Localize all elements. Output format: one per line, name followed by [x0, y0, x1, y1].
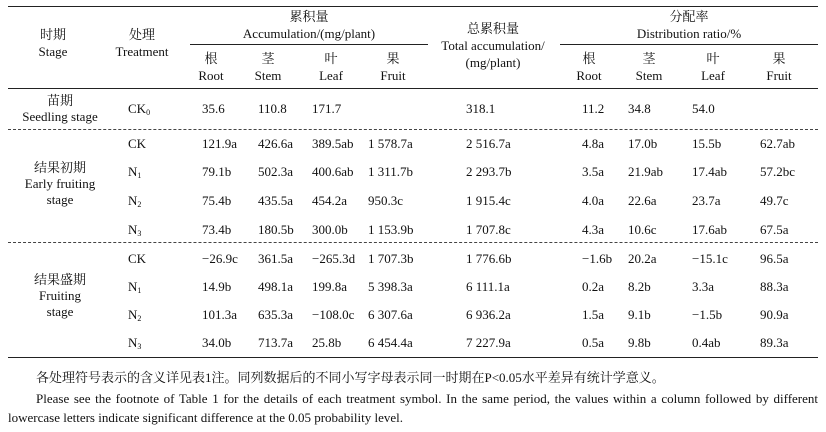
- total-cell: 318.1: [466, 101, 496, 116]
- accum-root-cell: 73.4b: [202, 222, 232, 237]
- total-cell: 1 915.4c: [466, 193, 511, 208]
- dist-root-en: Root: [576, 68, 602, 83]
- dist-subheader-rule: [560, 44, 818, 45]
- accum-root-header: [186, 50, 236, 84]
- accum-leaf-cell: 171.7: [312, 101, 342, 116]
- stage-header-zh: 时期: [39, 27, 66, 42]
- stage-group-label: [8, 272, 112, 320]
- dist-stem-cell: 9.1b: [628, 307, 651, 322]
- treatment-cell: $N_3$: [128, 222, 142, 238]
- dist-leaf-en: Leaf: [701, 68, 725, 83]
- dist-stem-cell: 10.6c: [628, 222, 657, 237]
- dist-fruit-en: Fruit: [766, 68, 792, 83]
- accum-root-zh: 根: [204, 51, 218, 66]
- dist-root-zh: 根: [582, 51, 596, 66]
- distribution-header-en: Distribution ratio/%: [636, 26, 742, 41]
- accum-stem-cell: 635.3a: [258, 307, 294, 322]
- dist-root-cell: 4.8a: [582, 136, 605, 151]
- total-cell: 2 293.7b: [466, 164, 512, 179]
- accum-root-cell: 14.9b: [202, 279, 232, 294]
- accum-stem-en: Stem: [254, 68, 282, 83]
- dist-root-cell: −1.6b: [582, 251, 613, 266]
- stage-header-en: Stage: [38, 44, 68, 59]
- accum-leaf-cell: −265.3d: [312, 251, 356, 266]
- treatment-header-en: Treatment: [115, 44, 169, 59]
- treatment-cell: $N_2$: [128, 307, 142, 323]
- accum-fruit-cell: 1 311.7b: [368, 164, 414, 179]
- accum-root-cell: 75.4b: [202, 193, 232, 208]
- accum-subheader-rule: [190, 44, 428, 45]
- dist-root-cell: 4.3a: [582, 222, 605, 237]
- stage-group-label: [8, 93, 112, 125]
- treatment-cell: $N_1$: [128, 164, 142, 180]
- dist-fruit-cell: 89.3a: [760, 335, 789, 350]
- accum-fruit-cell: 1 153.9b: [368, 222, 414, 237]
- accum-root-cell: 121.9a: [202, 136, 238, 151]
- dist-leaf-cell: 0.4ab: [692, 335, 721, 350]
- distribution-header-zh: 分配率: [669, 9, 709, 24]
- dist-leaf-cell: −1.5b: [692, 307, 723, 322]
- dist-leaf-cell: 23.7a: [692, 193, 721, 208]
- accum-root-cell: 101.3a: [202, 307, 238, 322]
- total-header-en1: Total accumulation/: [441, 38, 545, 53]
- dist-fruit-cell: 67.5a: [760, 222, 789, 237]
- accum-stem-zh: 茎: [261, 51, 275, 66]
- stage-name-zh: 结果盛期: [33, 272, 86, 287]
- total-cell: 1 707.8c: [466, 222, 511, 237]
- distribution-header: [560, 8, 818, 42]
- stage-name-zh: 苗期: [46, 93, 73, 108]
- stage-header: [8, 26, 98, 60]
- dist-leaf-cell: 17.4ab: [692, 164, 728, 179]
- footnote-zh: 各处理符号表示的含义详见表1注。同列数据后的不同小写字母表示同一时期在P<0.05水平差异有统计学意义。: [36, 370, 665, 385]
- stage-name-en: Early fruiting: [24, 176, 96, 191]
- treatment-cell: CK: [128, 251, 147, 266]
- total-cell: 6 936.2a: [466, 307, 511, 322]
- accum-fruit-zh: 果: [386, 51, 400, 66]
- dist-fruit-cell: 57.2bc: [760, 164, 796, 179]
- dist-root-cell: 1.5a: [582, 307, 605, 322]
- accum-leaf-en: Leaf: [319, 68, 343, 83]
- dist-fruit-cell: 62.7ab: [760, 136, 796, 151]
- accum-stem-cell: 110.8: [258, 101, 287, 116]
- dist-leaf-cell: −15.1c: [692, 251, 728, 266]
- dist-leaf-cell: 54.0: [692, 101, 715, 116]
- stage-group-label: [8, 160, 112, 208]
- group-divider-2: [8, 242, 818, 243]
- accum-leaf-header: [306, 50, 356, 84]
- accum-root-cell: 35.6: [202, 101, 225, 116]
- accum-leaf-cell: 300.0b: [312, 222, 348, 237]
- dist-fruit-cell: 88.3a: [760, 279, 789, 294]
- stage-name-en: stage: [46, 192, 74, 207]
- dist-stem-cell: 8.2b: [628, 279, 651, 294]
- accum-stem-cell: 180.5b: [258, 222, 294, 237]
- stage-name-zh: 结果初期: [33, 160, 86, 175]
- dist-leaf-header: [688, 50, 738, 84]
- accum-fruit-cell: 950.3c: [368, 193, 404, 208]
- dist-stem-zh: 茎: [642, 51, 656, 66]
- accumulation-header-zh: 累积量: [289, 9, 329, 24]
- treatment-cell: $CK_0$: [128, 101, 151, 117]
- accum-stem-cell: 498.1a: [258, 279, 294, 294]
- accum-root-cell: −26.9c: [202, 251, 238, 266]
- accum-leaf-cell: 400.6ab: [312, 164, 354, 179]
- treatment-cell: $N_2$: [128, 193, 142, 209]
- total-cell: 7 227.9a: [466, 335, 511, 350]
- accum-root-cell: 34.0b: [202, 335, 232, 350]
- dist-stem-cell: 22.6a: [628, 193, 657, 208]
- header-bottom-rule: [8, 88, 818, 89]
- dist-root-header: [564, 50, 614, 84]
- stage-name-en: Seedling stage: [22, 109, 98, 124]
- group-divider-1: [8, 129, 818, 130]
- dist-stem-cell: 34.8: [628, 101, 651, 116]
- dist-leaf-cell: 3.3a: [692, 279, 715, 294]
- accum-stem-cell: 361.5a: [258, 251, 294, 266]
- accum-fruit-cell: 1 578.7a: [368, 136, 413, 151]
- dist-stem-cell: 17.0b: [628, 136, 658, 151]
- accum-stem-cell: 426.6a: [258, 136, 294, 151]
- accum-fruit-cell: 5 398.3a: [368, 279, 413, 294]
- treatment-cell: CK: [128, 136, 147, 151]
- accumulation-header-en: Accumulation/(mg/plant): [242, 26, 376, 41]
- dist-fruit-header: [754, 50, 804, 84]
- dist-stem-cell: 21.9ab: [628, 164, 664, 179]
- dist-stem-header: [624, 50, 674, 84]
- total-header-en2: (mg/plant): [465, 55, 521, 70]
- accumulation-header: [190, 8, 428, 42]
- accum-leaf-cell: 454.2a: [312, 193, 348, 208]
- accum-fruit-en: Fruit: [380, 68, 406, 83]
- stage-name-en: Fruiting: [39, 288, 81, 303]
- dist-stem-cell: 20.2a: [628, 251, 657, 266]
- accum-stem-cell: 435.5a: [258, 193, 294, 208]
- accum-leaf-cell: 25.8b: [312, 335, 342, 350]
- accum-fruit-header: [368, 50, 418, 84]
- dist-fruit-cell: 49.7c: [760, 193, 789, 208]
- accum-leaf-cell: 199.8a: [312, 279, 348, 294]
- accum-leaf-cell: −108.0c: [312, 307, 355, 322]
- accum-leaf-cell: 389.5ab: [312, 136, 354, 151]
- accum-fruit-cell: 6 454.4a: [368, 335, 413, 350]
- total-cell: 1 776.6b: [466, 251, 512, 266]
- total-header-zh: 总累积量: [466, 21, 519, 36]
- dist-fruit-cell: 90.9a: [760, 307, 789, 322]
- dist-leaf-cell: 15.5b: [692, 136, 722, 151]
- accum-fruit-cell: 1 707.3b: [368, 251, 414, 266]
- footnote-en: Please see the footnote of Table 1 for the details of each treatment symbol. In the same period, the values within a column followed by different lowercase letters indicate significant difference at the 0.05 probability level.: [8, 391, 818, 425]
- treatment-header-zh: 处理: [128, 27, 155, 42]
- dist-leaf-cell: 17.6ab: [692, 222, 728, 237]
- dist-root-cell: 4.0a: [582, 193, 605, 208]
- dist-root-cell: 0.5a: [582, 335, 605, 350]
- dist-stem-en: Stem: [635, 68, 663, 83]
- dist-root-cell: 0.2a: [582, 279, 605, 294]
- treatment-cell: $N_1$: [128, 279, 142, 295]
- accum-stem-cell: 502.3a: [258, 164, 294, 179]
- table-bottom-rule: [8, 357, 818, 358]
- total-cell: 6 111.1a: [466, 279, 510, 294]
- accum-root-en: Root: [198, 68, 224, 83]
- accum-leaf-zh: 叶: [324, 51, 338, 66]
- total-header: [434, 20, 552, 71]
- table-top-rule: [8, 6, 818, 7]
- treatment-header: [102, 26, 182, 60]
- dist-leaf-zh: 叶: [706, 51, 720, 66]
- accum-stem-header: [238, 50, 298, 84]
- dist-stem-cell: 9.8b: [628, 335, 651, 350]
- accum-fruit-cell: 6 307.6a: [368, 307, 413, 322]
- stage-name-en: stage: [46, 304, 74, 319]
- dist-fruit-cell: 96.5a: [760, 251, 789, 266]
- dist-fruit-zh: 果: [772, 51, 786, 66]
- accum-stem-cell: 713.7a: [258, 335, 294, 350]
- dist-root-cell: 11.2: [582, 101, 605, 116]
- treatment-cell: $N_3$: [128, 335, 142, 351]
- accum-root-cell: 79.1b: [202, 164, 232, 179]
- total-cell: 2 516.7a: [466, 136, 511, 151]
- dist-root-cell: 3.5a: [582, 164, 605, 179]
